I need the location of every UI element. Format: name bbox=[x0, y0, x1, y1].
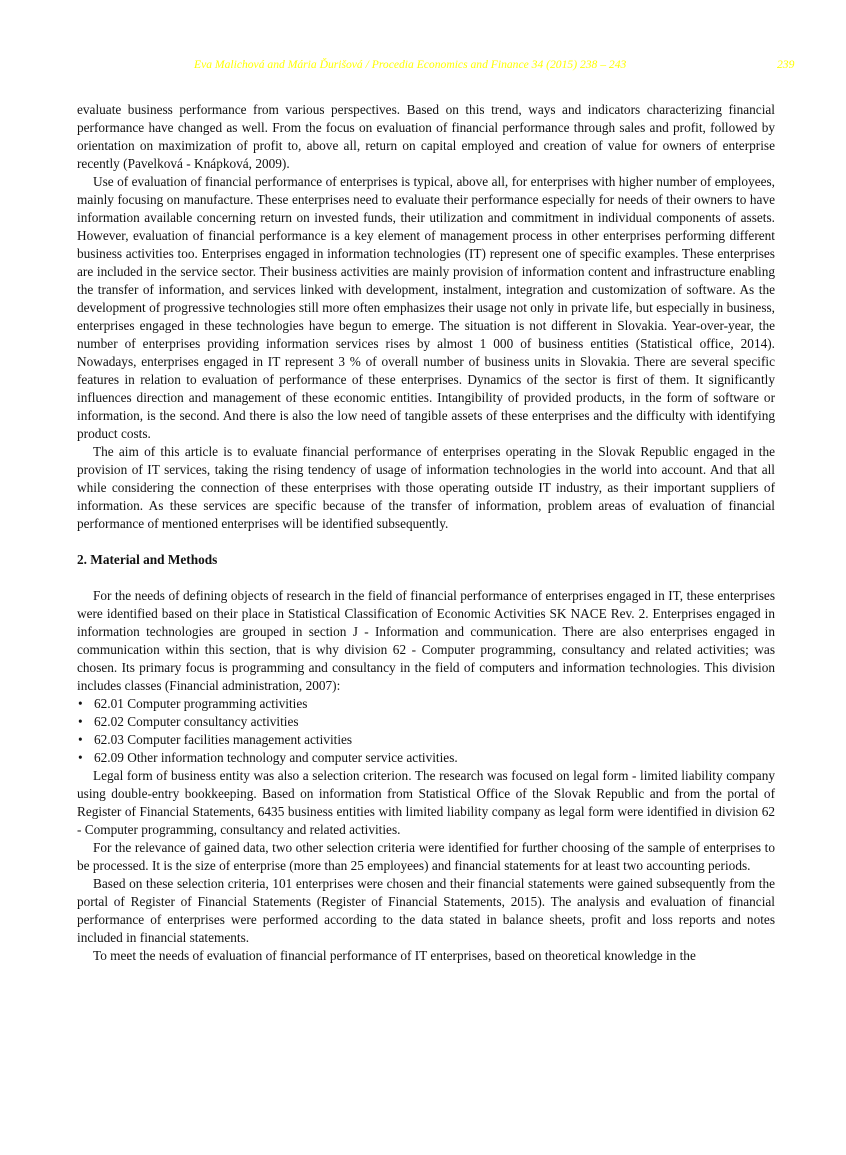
bullet-icon: • bbox=[78, 750, 83, 765]
bullet-icon: • bbox=[78, 696, 83, 711]
paragraph-it-enterprises: Use of evaluation of financial performance of enterprises is typical, above all, for enterprises with higher number of employees, mainly focusing on manufacture. These enterprises need to evaluate their performance especially for needs of their owners to have information available concerning return on invested funds, their utilization and commitment in individual components of assets. However, evaluation of financial performance is a key element of management process in other enterprises performing different business activities too. Enterprises engaged in information technologies (IT) represent one of specific examples. These enterprises are included in the service sector. Their business activities are mainly provision of information content and infrastructure enabling the transfer of information, and services linked with development, instalment, integration and customization of software. As the development of progressive technologies still more often emphasizes their usage not only in private life, but especially in business, enterprises engaged in these technologies have begun to emerge. The situation is not different in Slovakia. Year-over-year, the number of enterprises providing information services rises by almost 1 000 of business entities (Statistical office, 2014). Nowadays, enterprises engaged in IT represent 3 % of overall number of business units in Slovakia. There are several specific features in relation to evaluation of performance of these enterprises. Dynamics of the sector is first of them. It significantly influences direction and management of these economic entities. Intangibility of provided products, in the form of software or information, is the second. And there is also the low need of tangible assets of these enterprises and the difficulty with identifying product costs. bbox=[77, 174, 775, 441]
bullet-icon: • bbox=[78, 732, 83, 747]
body-text bbox=[77, 101, 775, 965]
paragraph-selection-criteria: For the relevance of gained data, two other selection criteria were identified for further choosing of the sample of enterprises to be processed. It is the size of enterprise (more than 25 employees) and financial statements for at least two accounting periods. bbox=[77, 840, 775, 873]
list-item: • 62.03 Computer facilities management activities bbox=[78, 732, 353, 747]
section-heading-material-methods: 2. Material and Methods bbox=[77, 552, 218, 567]
paragraph-legal-form: Legal form of business entity was also a selection criterion. The research was focused on legal form - limited liability company using double-entry bookkeeping. Based on information from Statistical Office of the Slovak Republic and from the portal of Register of Financial Statements, 6435 business entities with limited liability company as legal form were identified in division 62 - Computer programming, consultancy and related activities. bbox=[77, 768, 775, 837]
paragraph-evaluation-needs: To meet the needs of evaluation of financial performance of IT enterprises, based on theoretical knowledge in the bbox=[93, 948, 696, 963]
list-item: • 62.02 Computer consultancy activities bbox=[78, 714, 299, 729]
running-title: Eva Malichová and Mária Ďurišová / Procedia Economics and Finance 34 (2015) 238 – 243 bbox=[194, 58, 627, 71]
paragraph-sample: Based on these selection criteria, 101 enterprises were chosen and their financial statements were gained subsequently from the portal of Register of Financial Statements (Register of Financial Statements, 2015). The analysis and evaluation of financial performance of enterprises were performed according to the data stated in balance sheets, profit and loss reports and notes included in financial statements. bbox=[77, 876, 775, 945]
paragraph-nace-classification: For the needs of defining objects of research in the field of financial performance of enterprises engaged in IT, these enterprises were identified based on their place in Statistical Classification of Economic Activities SK NACE Rev. 2. Enterprises engaged in information technologies are grouped in section J - Information and communication. There are also enterprises engaged in communication within this section, that is why division 62 - Computer programming, consultancy and related activities; was chosen. Its primary focus is programming and consultancy in the field of computers and information technologies. This division includes classes (Financial administration, 2007): bbox=[77, 588, 775, 693]
running-header bbox=[0, 58, 846, 76]
list-item: • 62.09 Other information technology and computer service activities. bbox=[78, 750, 458, 765]
list-item: • 62.01 Computer programming activities bbox=[78, 696, 308, 711]
nace-class-list bbox=[77, 695, 775, 767]
page-number: 239 bbox=[777, 58, 795, 71]
paragraph-aim: The aim of this article is to evaluate financial performance of enterprises operating in the Slovak Republic engaged in the provision of IT services, taking the rising tendency of usage of information technologies in the world into account. And that all while considering the connection of these enterprises with those operating outside IT industry, as their important suppliers of information. As these services are specific because of the transfer of information, problem areas of evaluation of financial performance of mentioned enterprises will be identified subsequently. bbox=[77, 444, 775, 531]
bullet-icon: • bbox=[78, 714, 83, 729]
paragraph-continuation: evaluate business performance from various perspectives. Based on this trend, ways and indicators characterizing financial performance have changed as well. From the focus on evaluation of financial performance through sales and profit, followed by orientation on maximization of profit to, above all, return on capital employed and creation of value for owners of enterprise recently (Pavelková - Knápková, 2009). bbox=[77, 102, 775, 171]
